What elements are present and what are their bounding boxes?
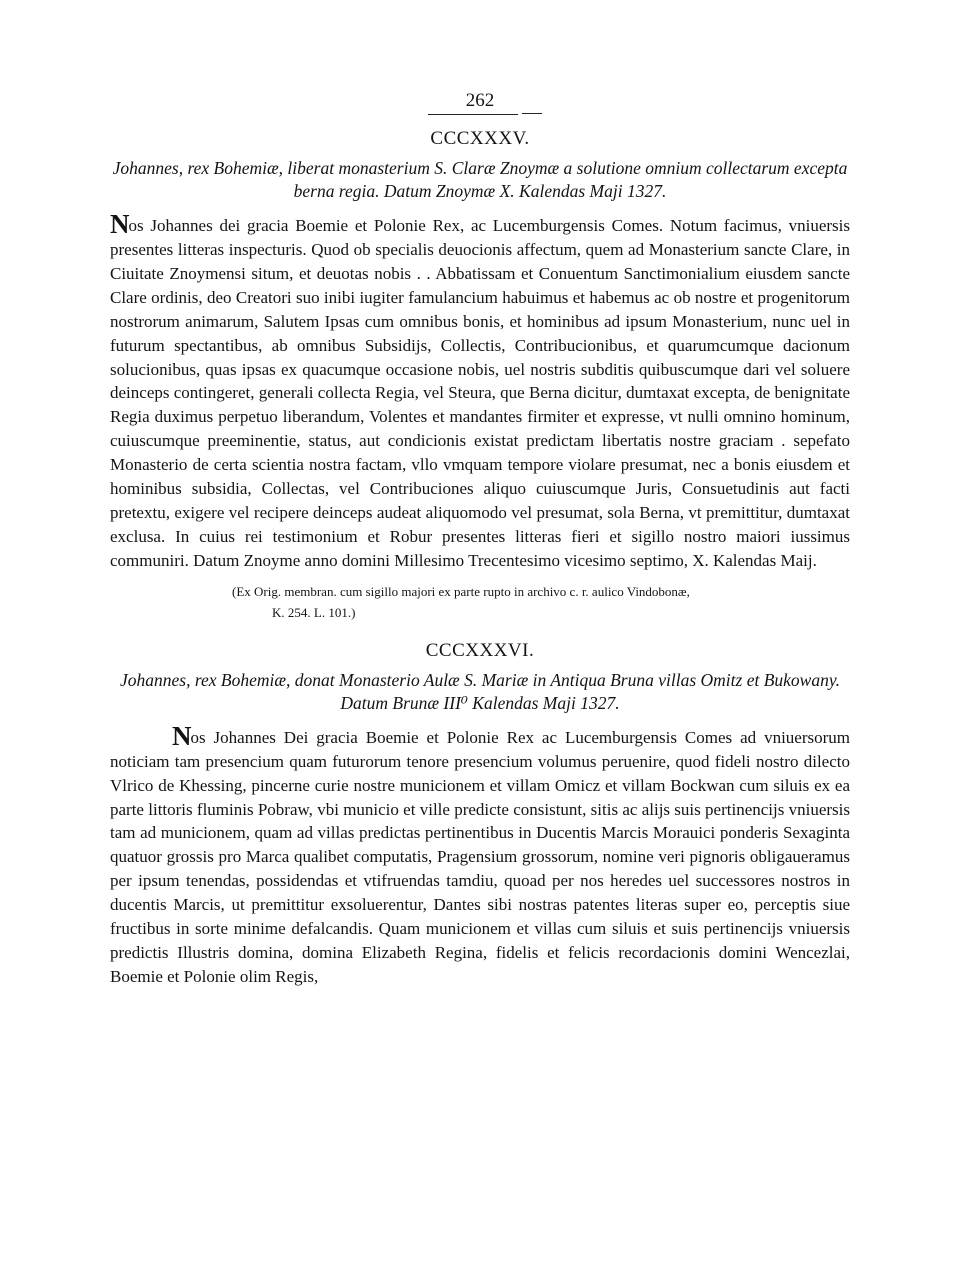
source-note-line1: (Ex Orig. membran. cum sigillo majori ex parte rupto in archivo c. r. aulico Vindobonæ, bbox=[232, 583, 690, 599]
charter-336 bbox=[110, 639, 850, 989]
charter-text-body: os Johannes dei gracia Boemie et Polonie Rex, ac Lucemburgensis Comes. Notum facimus, vniuersis presentes litteras inspecturis. Quod ob specialis deuocionis affectum, quem ad Monasterium sancte Clare, in Ciuitate Znoymensi situm, et deuotas nobis . . Abbatissam et Conuentum Sanctimonialium eiusdem sancte Clare ordinis, deo Creatori suo inibi iugiter famulancium habuimus et habemus ac ob nostre et progenitorum nostrorum animarum, Salutem Ipsas cum omnibus bonis, et hominibus ad ipsum Monasterium, nunc uel in futurum spectantibus, ab omnibus Subsidijs, Collectis, Contribucionibus, et quarumcumque dacionum solucionibus, quas ipsas ex quacumque occasione nobis, uel nostris subditis quibuscumque dari vel soluere deinceps contingeret, generali collecta Regia, vel Steura, que Berna dicitur, dumtaxat excepta, de benignitate Regia duximus perpetuo liberandum, Volentes et mandantes firmiter et expresse, vt nulli omnino hominum, cuiuscumque preeminentie, status, aut condicionis existat predictam libertatis nostre graciam . sepefato Monasterio de certa scientia nostra factam, vllo vmquam tempore violare presumat, nec a bonis eiusdem et hominibus subsidia, Collectas, vel Contribuciones aliquo cuiuscumque Juris, Consuetudinis aut facti pretextu, exigere vel recipere deinceps audeat aliquomodo vel presumat, sola Berna, vt premittitur, dumtaxat exclusa. In cuius rei testimonium et Robur presentes litteras fieri et sigillo nostro maiori iussimus communiri. Datum Znoyme anno domini Millesimo Trecentesimo vicesimo septimo, X. Kalendas Maij. bbox=[110, 216, 850, 570]
header-rule-dash bbox=[522, 113, 542, 114]
drop-initial: N bbox=[172, 720, 191, 751]
charter-summary: Johannes, rex Bohemiæ, donat Monasterio Aulæ S. Mariæ in Antiqua Bruna villas Omitz et Bukowany. Datum Brunæ III⁰ Kalendas Maji 1327. bbox=[119, 669, 841, 713]
charter-335 bbox=[110, 127, 850, 623]
charter-number: CCCXXXV. bbox=[430, 128, 530, 149]
charter-text bbox=[110, 211, 850, 573]
header-rule bbox=[428, 114, 518, 115]
charter-number: CCCXXXVI. bbox=[425, 639, 535, 661]
page-number: 262 bbox=[465, 90, 495, 111]
charter-text-body: os Johannes Dei gracia Boemie et Polonie Rex ac Lucemburgensis Comes ad vniuersorum noticiam tam presencium quam futurorum tenore presencium volumus peruenire, quod fideli nostro dilecto Vlrico de Khessing, pincerne curie nostre municionem et villam Omicz et villam Bockwan cum siluis ex ea parte littoris fluminis Pobraw, vbi municio et ville predicte consistunt, sitis ac alijs suis pertinencijs vniuersis tam ad municionem, quam ad villas predictas pertinentibus in Ducentis Marcis Morauici ponderis Sexaginta quatuor grossis pro Marca qualibet computatis, Pragensium grossorum, nomine veri pignoris obligaueramus per ipsum tenendas, possidendas et vtifruendas tamdiu, quoad per nos heredes uel successores nostros in ducentis Marcis, ut premittitur exsoluerentur, Dantes sibi nostras patentes literas super eo, perceptis siue fructibus in sorte minime defalcandis. Quam municionem et villas cum siluis et suis pertinencijs vniuersis predictis Illustris domina, domina Elizabeth Regina, fidelis et felicis recordacionis domini Wencezlai, Boemie et Polonie olim Regis, bbox=[110, 727, 850, 986]
charter-summary: Johannes, rex Bohemiæ, liberat monasterium S. Claræ Znoymæ a solutione omnium collectarum excepta berna regia. Datum Znoymæ X. Kalendas Maji 1327. bbox=[112, 158, 848, 201]
source-note-line2: K. 254. L. 101.) bbox=[272, 604, 356, 620]
source-note bbox=[110, 581, 850, 623]
page bbox=[110, 88, 850, 989]
drop-initial: N bbox=[110, 209, 129, 239]
charter-text bbox=[110, 720, 850, 989]
